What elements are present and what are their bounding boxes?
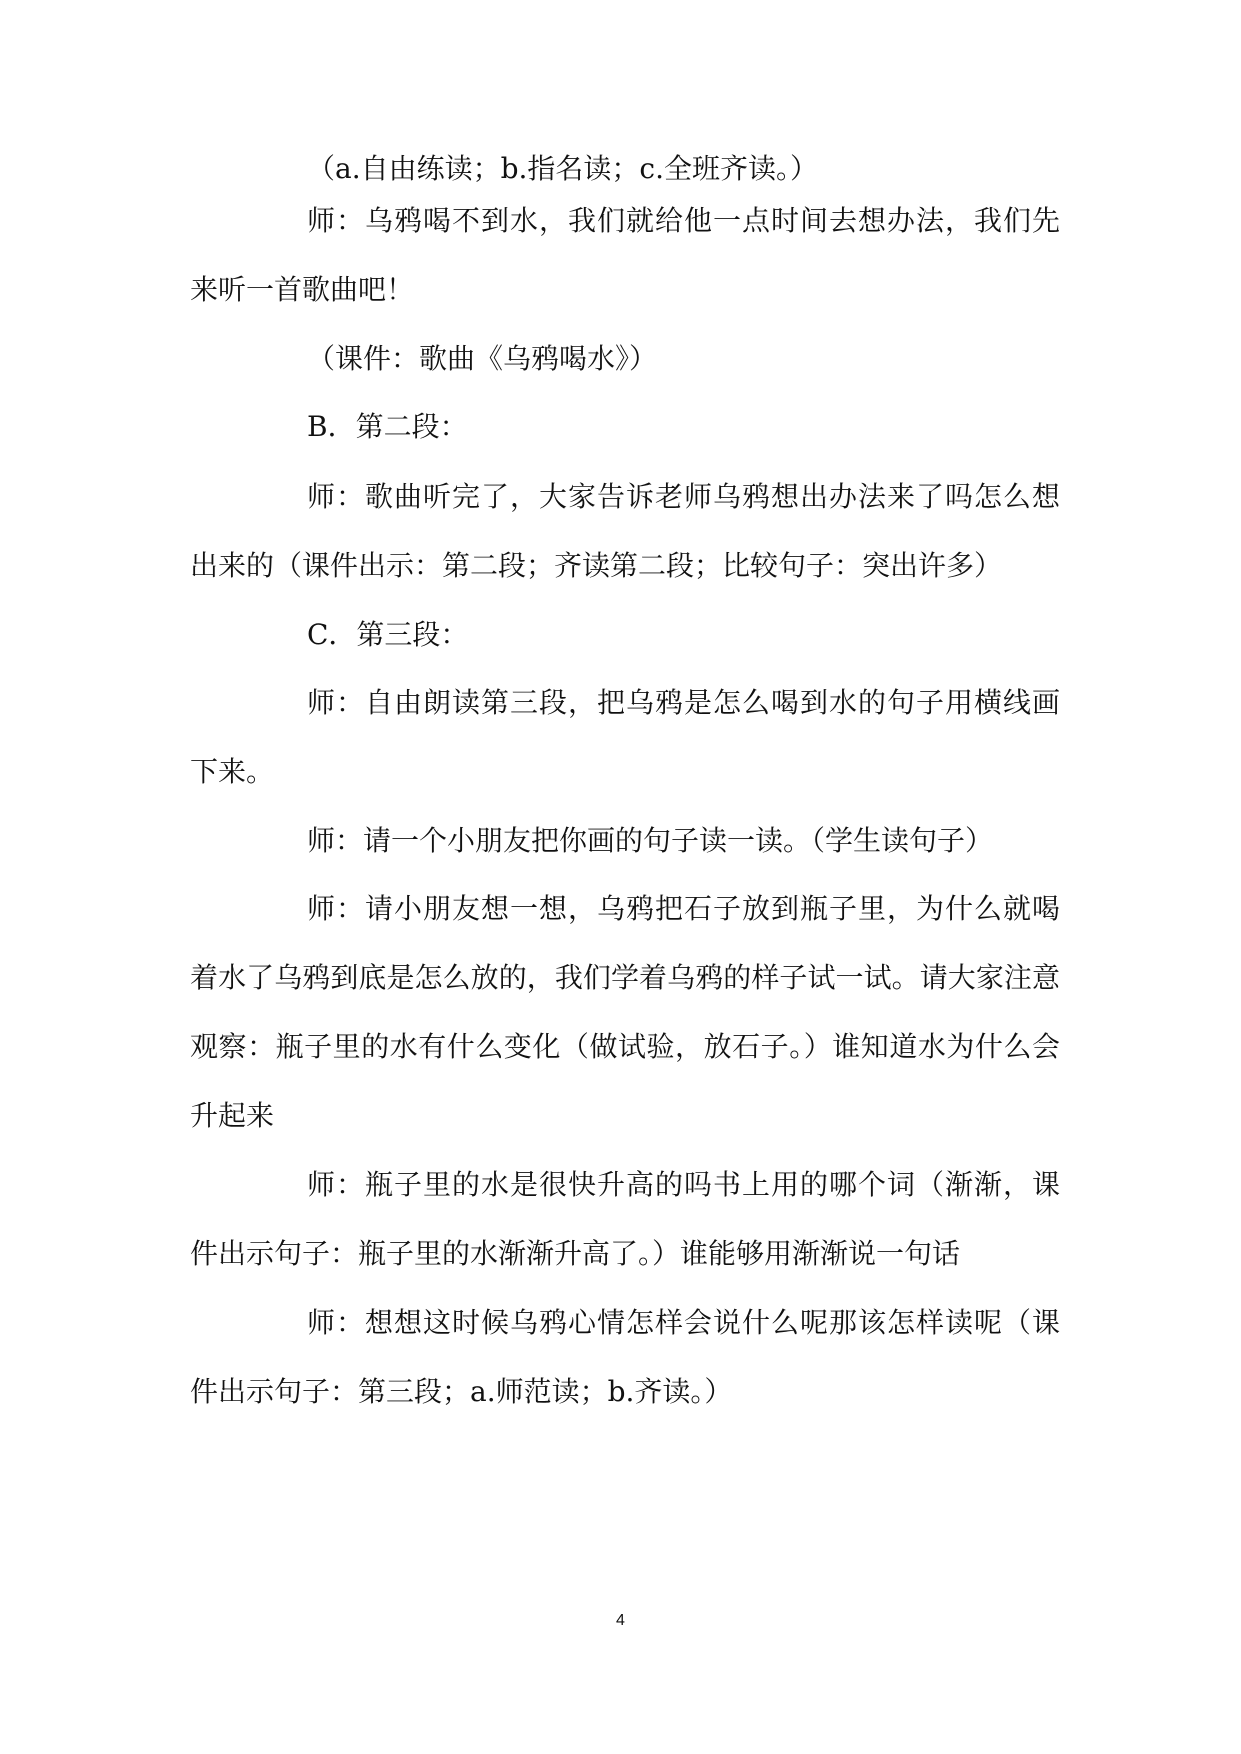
paragraph-teacher-song-intro: 师：乌鸦喝不到水，我们就给他一点时间去想办法，我们先来听一首歌曲吧！ xyxy=(190,204,1060,306)
page-number: 4 xyxy=(616,1612,625,1629)
heading-section-two: B．第二段： xyxy=(307,410,468,443)
paragraph-teacher-crow-mood: 师：想想这时候乌鸦心情怎样会说什么呢那该怎样读呢（课件出示句子：第三段；a.师范读；b.齐读。） xyxy=(190,1306,1060,1408)
paragraph-teacher-experiment: 师：请小朋友想一想，乌鸦把石子放到瓶子里，为什么就喝着水了乌鸦到底是怎么放的，我们学着乌鸦的样子试一试。请大家注意观察：瓶子里的水有什么变化（做试验，放石子。）谁知道水为什么会升起来 xyxy=(190,892,1060,1132)
paragraph-reading-steps: （a.自由练读；b.指名读；c.全班齐读。） xyxy=(307,152,819,185)
paragraph-teacher-gradually: 师：瓶子里的水是很快升高的吗书上用的哪个词（渐渐，课件出示句子：瓶子里的水渐渐升高了。）谁能够用渐渐说一句话 xyxy=(190,1168,1060,1270)
paragraph-teacher-student-reads: 师：请一个小朋友把你画的句子读一读。（学生读句子） xyxy=(307,824,994,857)
paragraph-teacher-after-song: 师：歌曲听完了，大家告诉老师乌鸦想出办法来了吗怎么想出来的（课件出示：第二段；齐读第二段；比较句子：突出许多） xyxy=(190,480,1060,582)
heading-section-three: C．第三段： xyxy=(307,618,469,651)
paragraph-teacher-read-section-three: 师：自由朗读第三段，把乌鸦是怎么喝到水的句子用横线画下来。 xyxy=(190,686,1060,788)
paragraph-courseware-song: （课件：歌曲《乌鸦喝水》） xyxy=(307,342,658,375)
